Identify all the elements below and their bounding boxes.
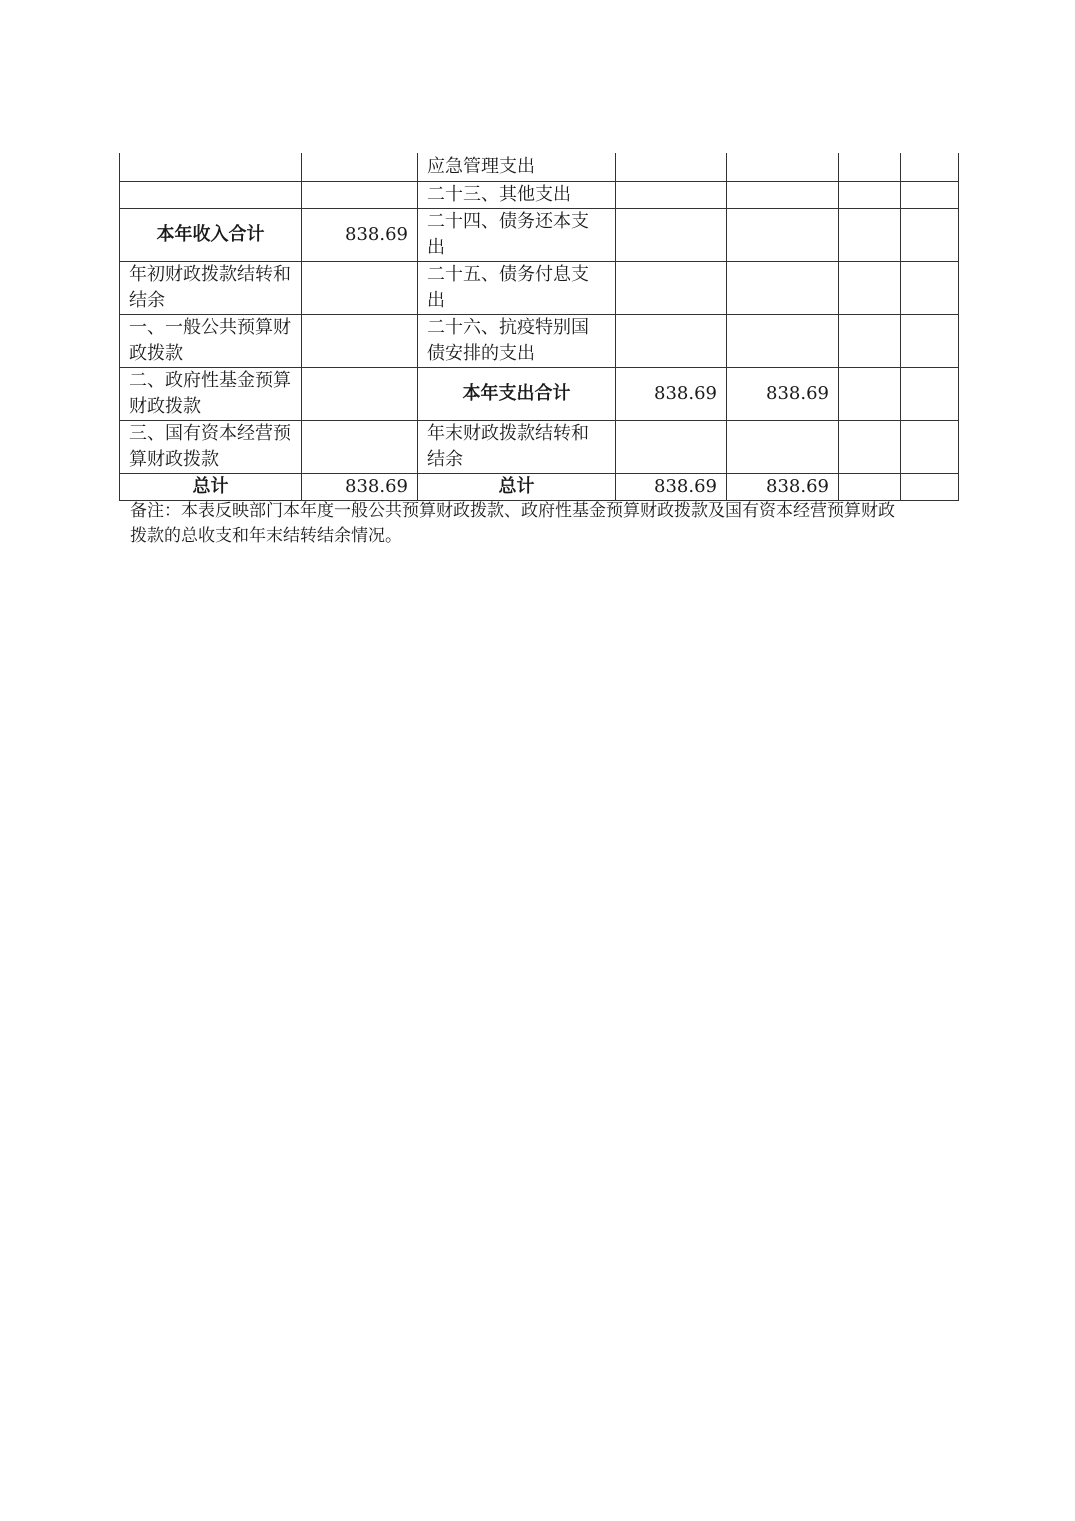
expense-fund-budget-cell: [839, 182, 901, 209]
income-amount-cell: 838.69: [302, 474, 418, 501]
table-row: [120, 474, 959, 501]
income-item-cell: [120, 182, 302, 209]
expense-capital-budget-cell: [901, 368, 959, 421]
expense-total-cell: [616, 153, 727, 182]
table-row: [120, 315, 959, 368]
expense-capital-budget-cell: [901, 474, 959, 501]
expense-general-budget-cell: [727, 421, 839, 474]
grand-total-income-label: 总计: [120, 474, 302, 501]
table-row: [120, 209, 959, 262]
expense-fund-budget-cell: [839, 262, 901, 315]
expense-general-budget-cell: [727, 182, 839, 209]
expense-general-budget-cell: 838.69: [727, 474, 839, 501]
income-item-cell: 一、一般公共预算财政拨款: [120, 315, 302, 368]
expense-capital-budget-cell: [901, 421, 959, 474]
income-total-label: 本年收入合计: [120, 209, 302, 262]
income-item-cell: 二、政府性基金预算财政拨款: [120, 368, 302, 421]
table-footnote: 备注：本表反映部门本年度一般公共预算财政拨款、政府性基金预算财政拨款及国有资本经营预算财政拨款的总收支和年末结转结余情况。: [130, 501, 895, 546]
expense-fund-budget-cell: [839, 421, 901, 474]
expense-general-budget-cell: 838.69: [727, 368, 839, 421]
budget-table: [119, 153, 959, 501]
expense-capital-budget-cell: [901, 209, 959, 262]
expense-general-budget-cell: [727, 209, 839, 262]
income-amount-cell: [302, 421, 418, 474]
expense-item-cell: 二十五、债务付息支出: [418, 262, 616, 315]
expense-total-cell: [616, 182, 727, 209]
expense-item-cell: 应急管理支出: [418, 153, 616, 182]
expense-total-cell: [616, 262, 727, 315]
income-amount-cell: [302, 368, 418, 421]
expense-fund-budget-cell: [839, 474, 901, 501]
expense-item-cell: 二十四、债务还本支出: [418, 209, 616, 262]
expense-total-cell: [616, 209, 727, 262]
expense-total-cell: [616, 315, 727, 368]
expense-total-cell: 838.69: [616, 474, 727, 501]
income-amount-cell: [302, 262, 418, 315]
expense-capital-budget-cell: [901, 182, 959, 209]
expense-fund-budget-cell: [839, 153, 901, 182]
expense-item-cell: 二十六、抗疫特别国债安排的支出: [418, 315, 616, 368]
table-row: [120, 421, 959, 474]
income-item-cell: 年初财政拨款结转和结余: [120, 262, 302, 315]
expense-capital-budget-cell: [901, 153, 959, 182]
table-row: [120, 153, 959, 182]
expense-fund-budget-cell: [839, 209, 901, 262]
table-row: [120, 368, 959, 421]
expense-total-label: 本年支出合计: [418, 368, 616, 421]
income-item-cell: [120, 153, 302, 182]
income-amount-cell: 838.69: [302, 209, 418, 262]
income-item-cell: 三、国有资本经营预算财政拨款: [120, 421, 302, 474]
income-amount-cell: [302, 315, 418, 368]
expense-general-budget-cell: [727, 262, 839, 315]
expense-general-budget-cell: [727, 315, 839, 368]
income-amount-cell: [302, 182, 418, 209]
expense-capital-budget-cell: [901, 262, 959, 315]
expense-total-cell: 838.69: [616, 368, 727, 421]
income-amount-cell: [302, 153, 418, 182]
expense-capital-budget-cell: [901, 315, 959, 368]
expense-fund-budget-cell: [839, 368, 901, 421]
table-row: [120, 262, 959, 315]
table-row: [120, 182, 959, 209]
expense-item-cell: 年末财政拨款结转和结余: [418, 421, 616, 474]
grand-total-expense-label: 总计: [418, 474, 616, 501]
expense-general-budget-cell: [727, 153, 839, 182]
expense-total-cell: [616, 421, 727, 474]
expense-item-cell: 二十三、其他支出: [418, 182, 616, 209]
expense-fund-budget-cell: [839, 315, 901, 368]
